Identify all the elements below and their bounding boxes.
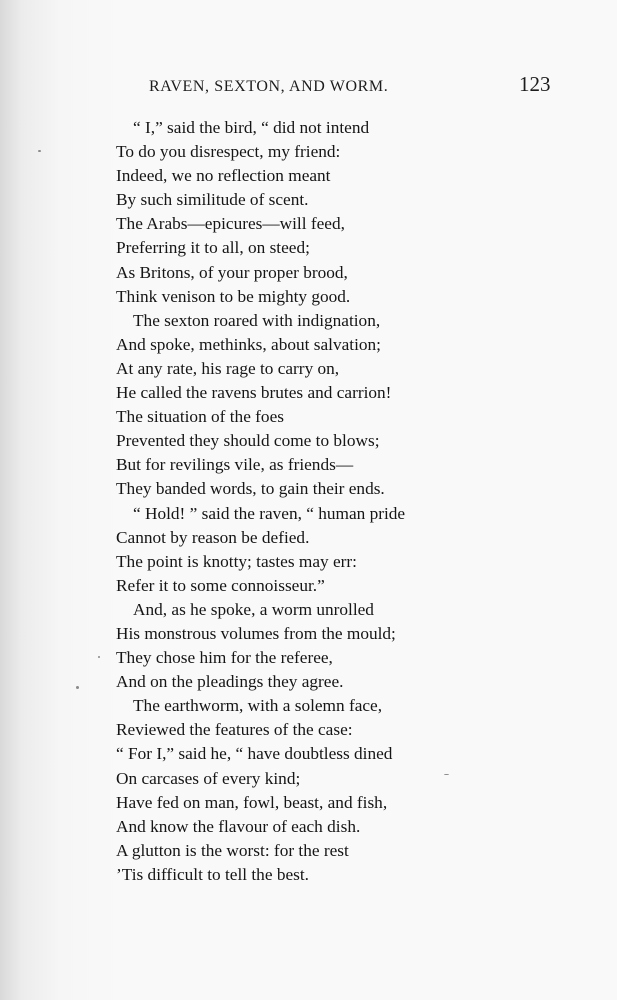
poem-line: The Arabs—epicures—will feed, [116, 214, 345, 234]
poem-line: On carcases of every kind; [116, 768, 301, 788]
poem-line: ’Tis difficult to tell the best. [116, 864, 309, 884]
poem-line: A glutton is the worst: for the rest [116, 840, 349, 860]
poem-line: The situation of the foes [116, 407, 284, 427]
poem-line: But for revilings vile, as friends— [116, 455, 354, 475]
poem-line: “ I,” said the bird, “ did not intend [133, 118, 370, 137]
poem-line: Indeed, we no reflection meant [116, 166, 331, 186]
poem-line: They banded words, to gain their ends. [116, 479, 385, 499]
poem-line: Think venison to be mighty good. [116, 286, 351, 306]
poem-line: “ Hold! ” said the raven, “ human pride [133, 503, 406, 523]
poem-line: The point is knotty; tastes may err: [116, 551, 357, 571]
poem-line: “ For I,” said he, “ have doubtless dined [116, 744, 393, 764]
poem-line: Have fed on man, fowl, beast, and fish, [116, 792, 388, 812]
page-number: 123 [519, 72, 551, 96]
print-speck [444, 774, 449, 775]
poem-line: Prevented they should come to blows; [116, 431, 380, 451]
poem-line: Refer it to some connoisseur.” [116, 575, 325, 595]
poem-line: The earthworm, with a solemn face, [133, 696, 383, 716]
poem-line: Preferring it to all, on steed; [116, 238, 310, 258]
poem-line: To do you disrespect, my friend: [116, 142, 341, 162]
poem-line: At any rate, his rage to carry on, [116, 358, 340, 378]
poem-line: By such similitude of scent. [116, 190, 309, 210]
poem-line: And on the pleadings they agree. [116, 672, 344, 692]
poem-line: Reviewed the features of the case: [116, 720, 353, 740]
poem-line: And know the flavour of each dish. [116, 816, 361, 836]
poem-body [116, 116, 516, 887]
print-speck [98, 656, 100, 658]
print-speck [38, 150, 41, 152]
poem-line: They chose him for the referee, [116, 648, 333, 668]
poem-line: Cannot by reason be defied. [116, 527, 310, 547]
poem-line: As Britons, of your proper brood, [116, 262, 348, 282]
poem-line: His monstrous volumes from the mould; [116, 623, 396, 643]
poem-line: And spoke, methinks, about salvation; [116, 334, 381, 354]
print-speck [76, 686, 79, 689]
running-header-title: RAVEN, SEXTON, AND WORM. [149, 78, 389, 95]
poem-line: And, as he spoke, a worm unrolled [133, 599, 374, 619]
poem-line: He called the ravens brutes and carrion! [116, 383, 392, 403]
poem-line: The sexton roared with indignation, [133, 310, 381, 330]
